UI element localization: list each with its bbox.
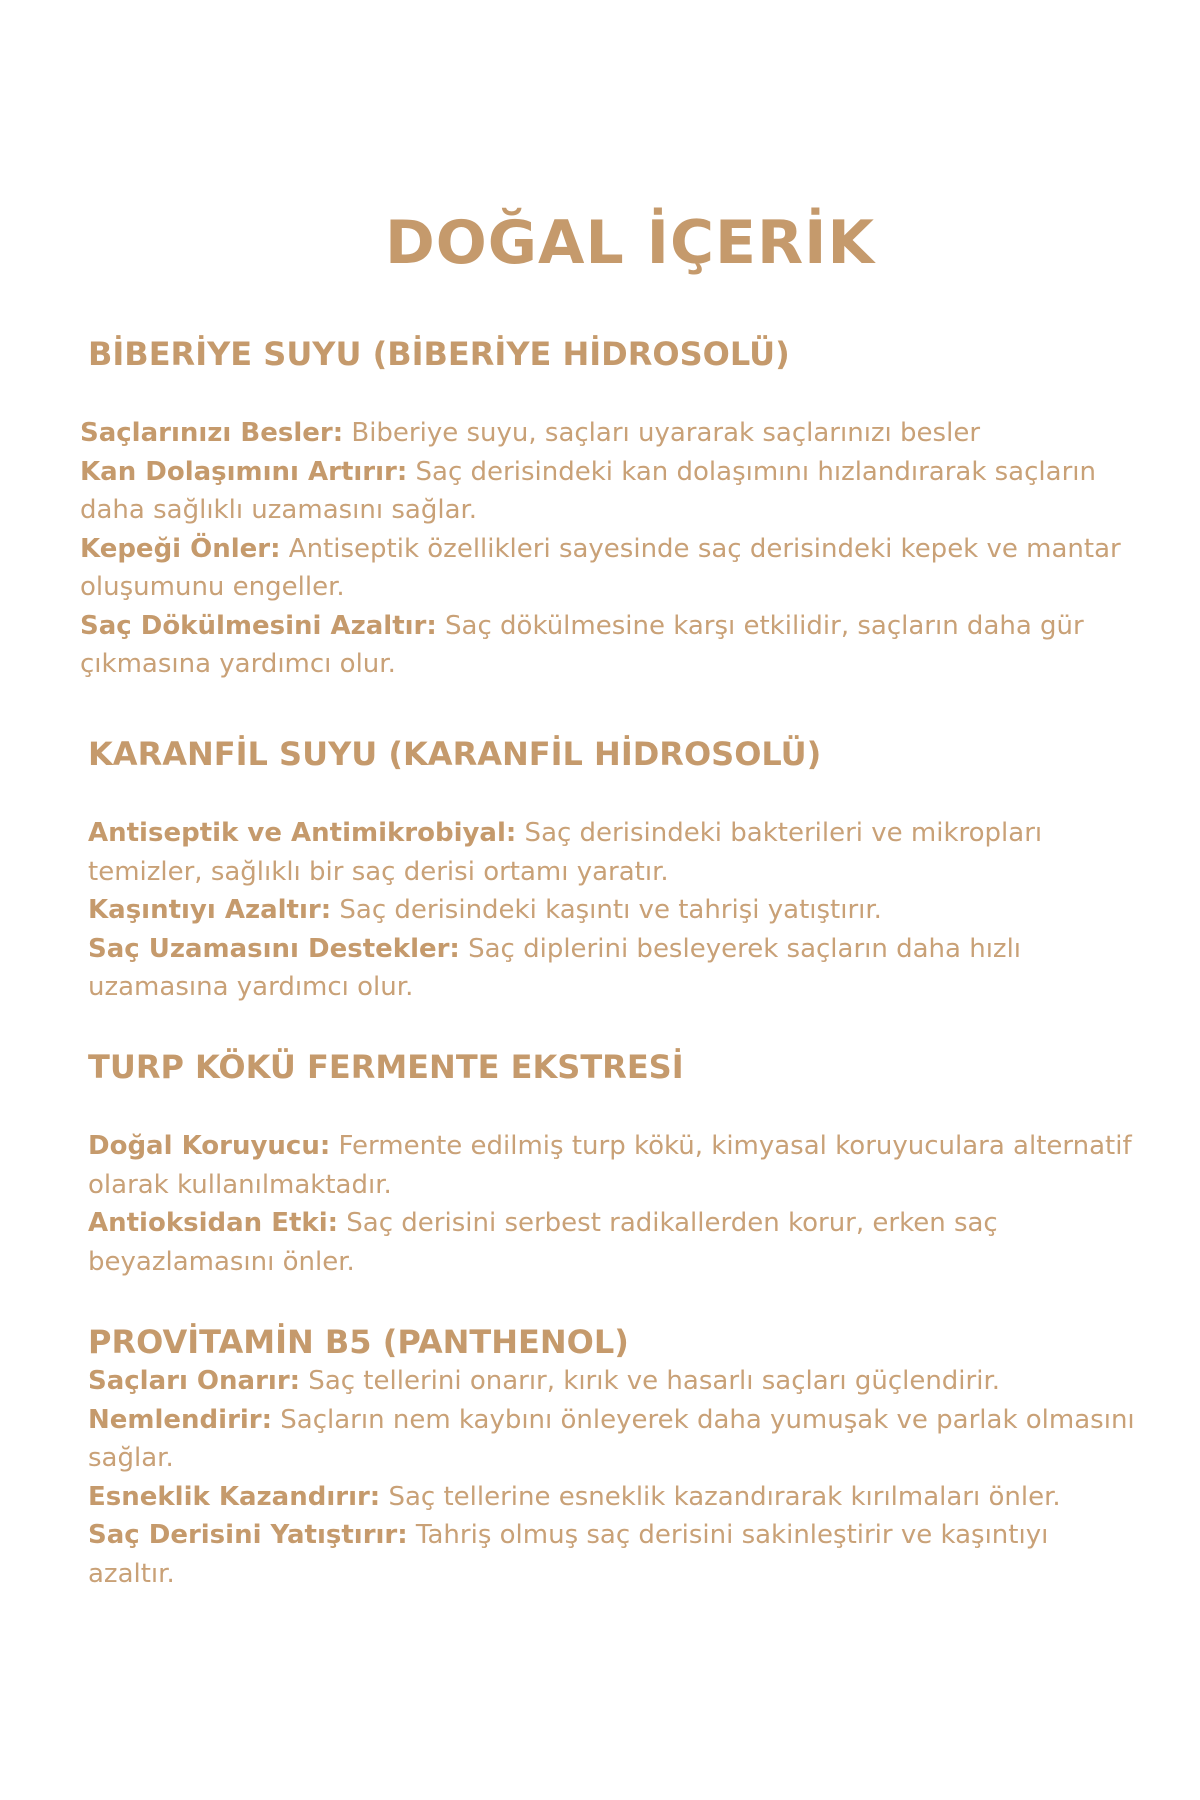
benefit-term: Nemlendirir: (88, 1404, 273, 1435)
section-heading: PROVİTAMİN B5 (PANTHENOL) (88, 1323, 629, 1361)
benefit-text: Saç tellerine esneklik kazandırarak kırılmaları önler. (380, 1481, 1061, 1512)
section-karanfil-suyu (80, 734, 1140, 1007)
benefit-text: Saçların nem kaybını önleyerek daha yumuşak ve parlak olmasını sağlar. (88, 1404, 1135, 1473)
benefit-term: Esneklik Kazandırır: (88, 1481, 381, 1512)
benefit-term: Saç Dökülmesini Azaltır: (80, 610, 437, 641)
benefit-term: Saçları Onarır: (88, 1366, 301, 1396)
benefit-item (88, 1516, 1140, 1593)
benefit-text: Biberiye suyu, saçları uyararak saçlarınızı besler (343, 418, 981, 448)
benefit-item (88, 1362, 1140, 1401)
benefit-text: Saç derisini serbest radikallerden korur, erken saç beyazlamasını önler. (88, 1208, 998, 1277)
benefit-item (80, 414, 1140, 453)
section-biberiye-suyu (80, 334, 1140, 684)
benefit-text: Saç diplerini besleyerek saçların daha hızlı uzamasına yardımcı olur. (88, 933, 1022, 1002)
benefit-term: Saçlarınızı Besler: (80, 418, 344, 448)
benefit-item (88, 1478, 1140, 1517)
section-turp-koku (80, 1047, 1140, 1281)
benefit-item (80, 607, 1140, 684)
benefit-term: Antioksidan Etki: (88, 1208, 339, 1238)
benefit-list (88, 1362, 1140, 1593)
benefit-item (88, 1127, 1140, 1204)
benefit-item (80, 453, 1140, 530)
page-title: DOĞAL İÇERİK (385, 208, 875, 278)
benefit-text: Tahriş olmuş saç derisini sakinleştirir ve kaşıntıyı azaltır. (88, 1520, 1049, 1589)
benefit-text: Saç derisindeki kaşıntı ve tahrişi yatıştırır. (331, 895, 882, 925)
benefit-text: Saç tellerini onarır, kırık ve hasarlı saçları güçlendirir. (300, 1366, 1001, 1396)
section-heading: BİBERİYE SUYU (BİBERİYE HİDROSOLÜ) (88, 335, 790, 373)
benefit-text: Saç derisindeki bakterileri ve mikropları temizler, sağlıklı bir saç derisi ortamı yaratır. (88, 818, 1043, 887)
benefit-term: Kaşıntıyı Azaltır: (88, 895, 332, 925)
section-heading: KARANFİL SUYU (KARANFİL HİDROSOLÜ) (88, 735, 822, 773)
benefit-item (88, 1401, 1140, 1478)
benefit-term: Antiseptik ve Antimikrobiyal: (88, 818, 517, 848)
benefit-item (88, 891, 1140, 930)
benefit-list (88, 814, 1140, 1007)
benefit-term: Saç Derisini Yatıştırır: (88, 1520, 408, 1550)
section-heading: TURP KÖKÜ FERMENTE EKSTRESİ (88, 1048, 684, 1086)
benefit-text: Fermente edilmiş turp kökü, kimyasal koruyuculara alternatif olarak kullanılmaktadır. (88, 1131, 1132, 1200)
section-provitamin-b5 (80, 1322, 1140, 1593)
benefit-text: Saç derisindeki kan dolaşımını hızlandırarak saçların daha sağlıklı uzamasını sağlar. (80, 456, 1096, 525)
benefit-text: Antiseptik özellikleri sayesinde saç derisindeki kepek ve mantar oluşumunu engeller. (80, 533, 1121, 602)
benefit-term: Doğal Koruyucu: (88, 1131, 331, 1161)
benefit-text: Saç dökülmesine karşı etkilidir, saçların daha gür çıkmasına yardımcı olur. (80, 610, 1084, 679)
benefit-term: Saç Uzamasını Destekler: (88, 933, 460, 964)
benefit-item (88, 1204, 1140, 1281)
benefit-term: Kepeği Önler: (80, 533, 281, 564)
benefit-list (80, 414, 1140, 684)
benefit-term: Kan Dolaşımını Artırır: (80, 456, 408, 487)
benefit-list (88, 1127, 1140, 1281)
benefit-item (88, 814, 1140, 891)
benefit-item (80, 530, 1140, 607)
benefit-item (88, 930, 1140, 1007)
